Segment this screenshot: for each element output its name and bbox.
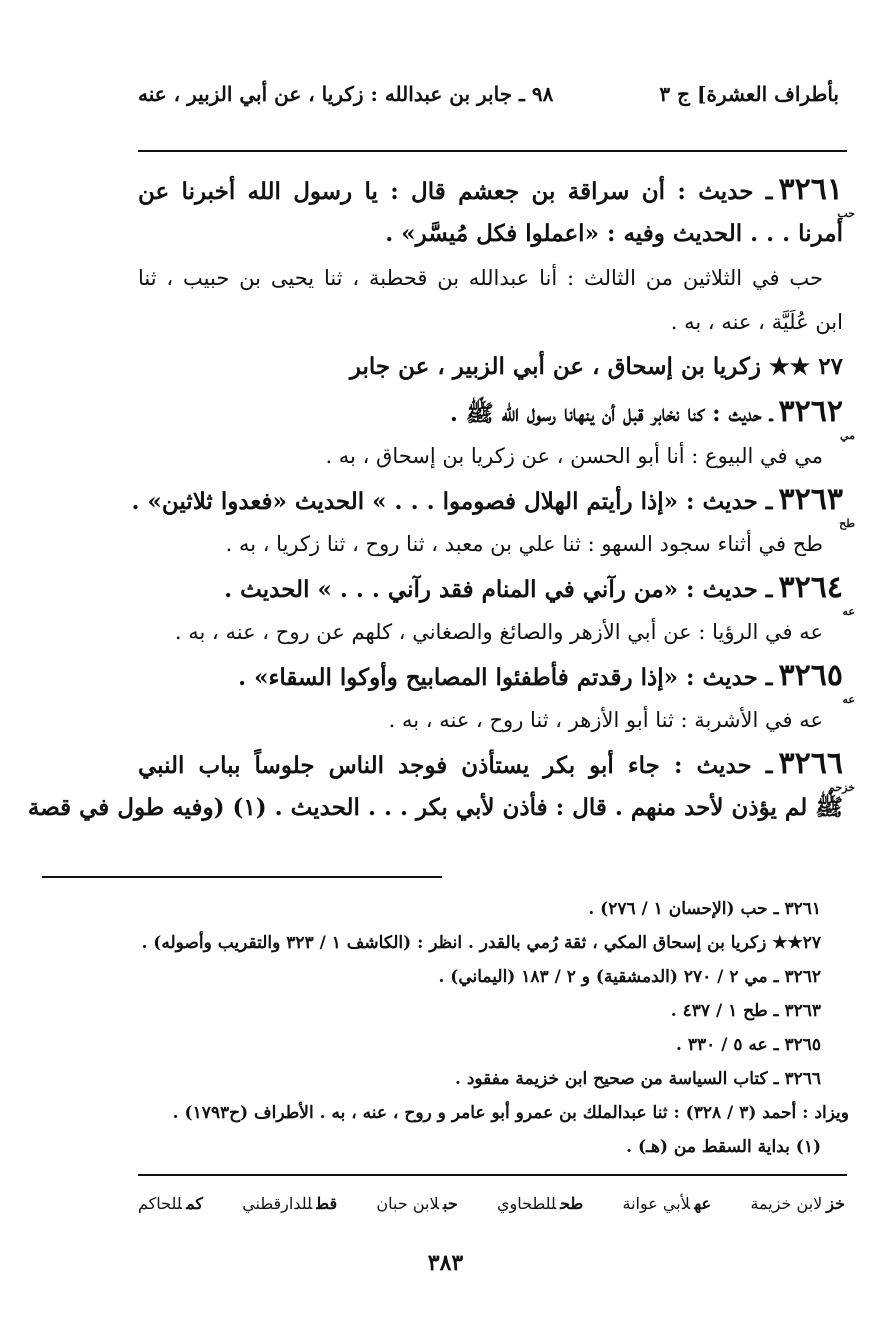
footnote-item: (١) بداية السقط من (هـ) . (626, 1137, 821, 1157)
abbreviation-key (138, 1194, 845, 1213)
hadith-number: ٣٢٦٤ (778, 570, 843, 605)
source-3261-line-2: ابن عُلَيَّة ، عنه ، به . (670, 310, 843, 334)
hadith-number: ٣٢٦٣ (778, 482, 843, 517)
footnote-item: ٣٢٦٥ ـ عه ٥ / ٣٣٠ . (676, 1035, 821, 1055)
header-book-title: بأطراف العشرة] ج ٣ (659, 82, 839, 106)
source-sigla: عه (842, 693, 855, 706)
hadith-number: ٣٢٦٢ (778, 394, 843, 429)
source-sigla: طح (839, 517, 855, 530)
hadith-number: ٣٢٦٦ (778, 746, 843, 781)
footnote-item: ٣٢٦١ ـ حب (الإحسان ١ / ٢٧٦) . (588, 899, 821, 919)
footnote-separator (42, 876, 442, 878)
source-3263: طح طح في أثناء سجود السهو : ثنا علي بن معبد ، ثنا روح ، ثنا زكريا ، به . (225, 517, 855, 556)
main-text (27, 168, 855, 830)
source-sigla: عه (842, 605, 855, 618)
abbreviation-item: حبلابن حبان (376, 1194, 458, 1213)
page-number: ٣٨٣ (427, 1250, 464, 1276)
abbreviation-item: خزلابن خزيمة (750, 1194, 845, 1213)
hadith-3265: ٣٢٦٥ـ حديث : «إذا رقدتم فأطفئوا المصابيح وأوكوا السقاء» . (238, 658, 843, 693)
source-3262: مي مي في البيوع : أنا أبو الحسن ، عن زكريا بن إسحاق ، به . (325, 429, 855, 468)
source-sigla: مي (839, 429, 855, 442)
footnote-item: ويزاد : أحمد (٣ / ٣٢٨) : ثنا عبدالملك بن عمرو أبو عامر و روح ، عنه ، به . الأطراف (ح١٧٩٣) . (172, 1103, 849, 1123)
hadith-number: ٣٢٦١ (778, 172, 843, 207)
hadith-3261-line-2: حب أمرنا . . . الحديث وفيه : «اعملوا فكل مُيسَّر» . (385, 207, 855, 247)
footnote-item: ٣٢٦٣ ـ طح ١ / ٤٣٧ . (670, 1001, 821, 1021)
narrator-chain-heading: ٢٧ ★★ زكريا بن إسحاق ، عن أبي الزبير ، عن جابر (349, 353, 843, 380)
abbreviation-item: قطللدارقطني (242, 1194, 338, 1213)
abbreviation-item: كمللحاكم (138, 1194, 203, 1213)
source-3265: عه عه في الأشربة : ثنا أبو الأزهر ، ثنا روح ، عنه ، به . (388, 693, 855, 732)
abbreviation-item: عهلأبي عوانة (622, 1194, 712, 1213)
footnote-item: ٣٢٦٦ ـ كتاب السياسة من صحيح ابن خزيمة مفقود . (454, 1069, 821, 1089)
hadith-3264: ٣٢٦٤ـ حديث : «من رآني في المنام فقد رآني . . . » الحديث . (224, 570, 843, 605)
hadith-3266-line-2: خزحم ﷺ لم يؤذن لأحد منهم . قال : فأذن لأبي بكر . . . الحديث . (١) (وفيه طول في قصة (27, 781, 855, 821)
hadith-3263: ٣٢٦٣ـ حديث : «إذا رأيتم الهلال فصوموا . . . » الحديث «فعدوا ثلاثين» . (131, 482, 843, 517)
hadith-3261-line-1: ٣٢٦١ـ حديث : أن سراقة بن جعشم قال : يا رسول الله أخبرنا عن (138, 172, 843, 207)
source-3264: عه عه في الرؤيا : عن أبي الأزهر والصائغ والصغاني ، كلهم عن روح ، عنه ، به . (174, 605, 855, 644)
hadith-3262: ٣٢٦٢ـ حديث : كنا نخابر قبل أن ينهانا رسول الله ﷺ . (449, 394, 843, 429)
header-rule (138, 150, 847, 152)
source-sigla: خزحم (828, 781, 855, 794)
source-sigla: حب (837, 207, 855, 220)
hadith-number: ٣٢٦٥ (778, 658, 843, 693)
abbreviation-item: طحللطحاوي (497, 1194, 584, 1213)
hadith-3266-line-1: ٣٢٦٦ـ حديث : جاء أبو بكر يستأذن فوجد الناس جلوساً بباب النبي (138, 746, 843, 781)
header-section-title: ٩٨ ـ جابر بن عبدالله : زكريا ، عن أبي الزبير ، عنه (138, 82, 554, 106)
footnote-item: ٢٧★★ زكريا بن إسحاق المكي ، ثقة رُمي بالقدر . انظر : (الكاشف ١ / ٣٢٣ والتقريب وأصوله) . (141, 933, 821, 953)
source-3261-line-1: حب في الثلاثين من الثالث : أنا عبدالله بن قحطبة ، ثنا يحيى بن حبيب ، ثنا (138, 266, 823, 290)
abbreviation-rule (138, 1174, 847, 1176)
footnotes (138, 892, 849, 1164)
footnote-item: ٣٢٦٢ ـ مي ٢ / ٢٧٠ (الدمشقية) و ٢ / ١٨٣ (اليماني) . (438, 967, 821, 987)
running-header (138, 82, 839, 106)
